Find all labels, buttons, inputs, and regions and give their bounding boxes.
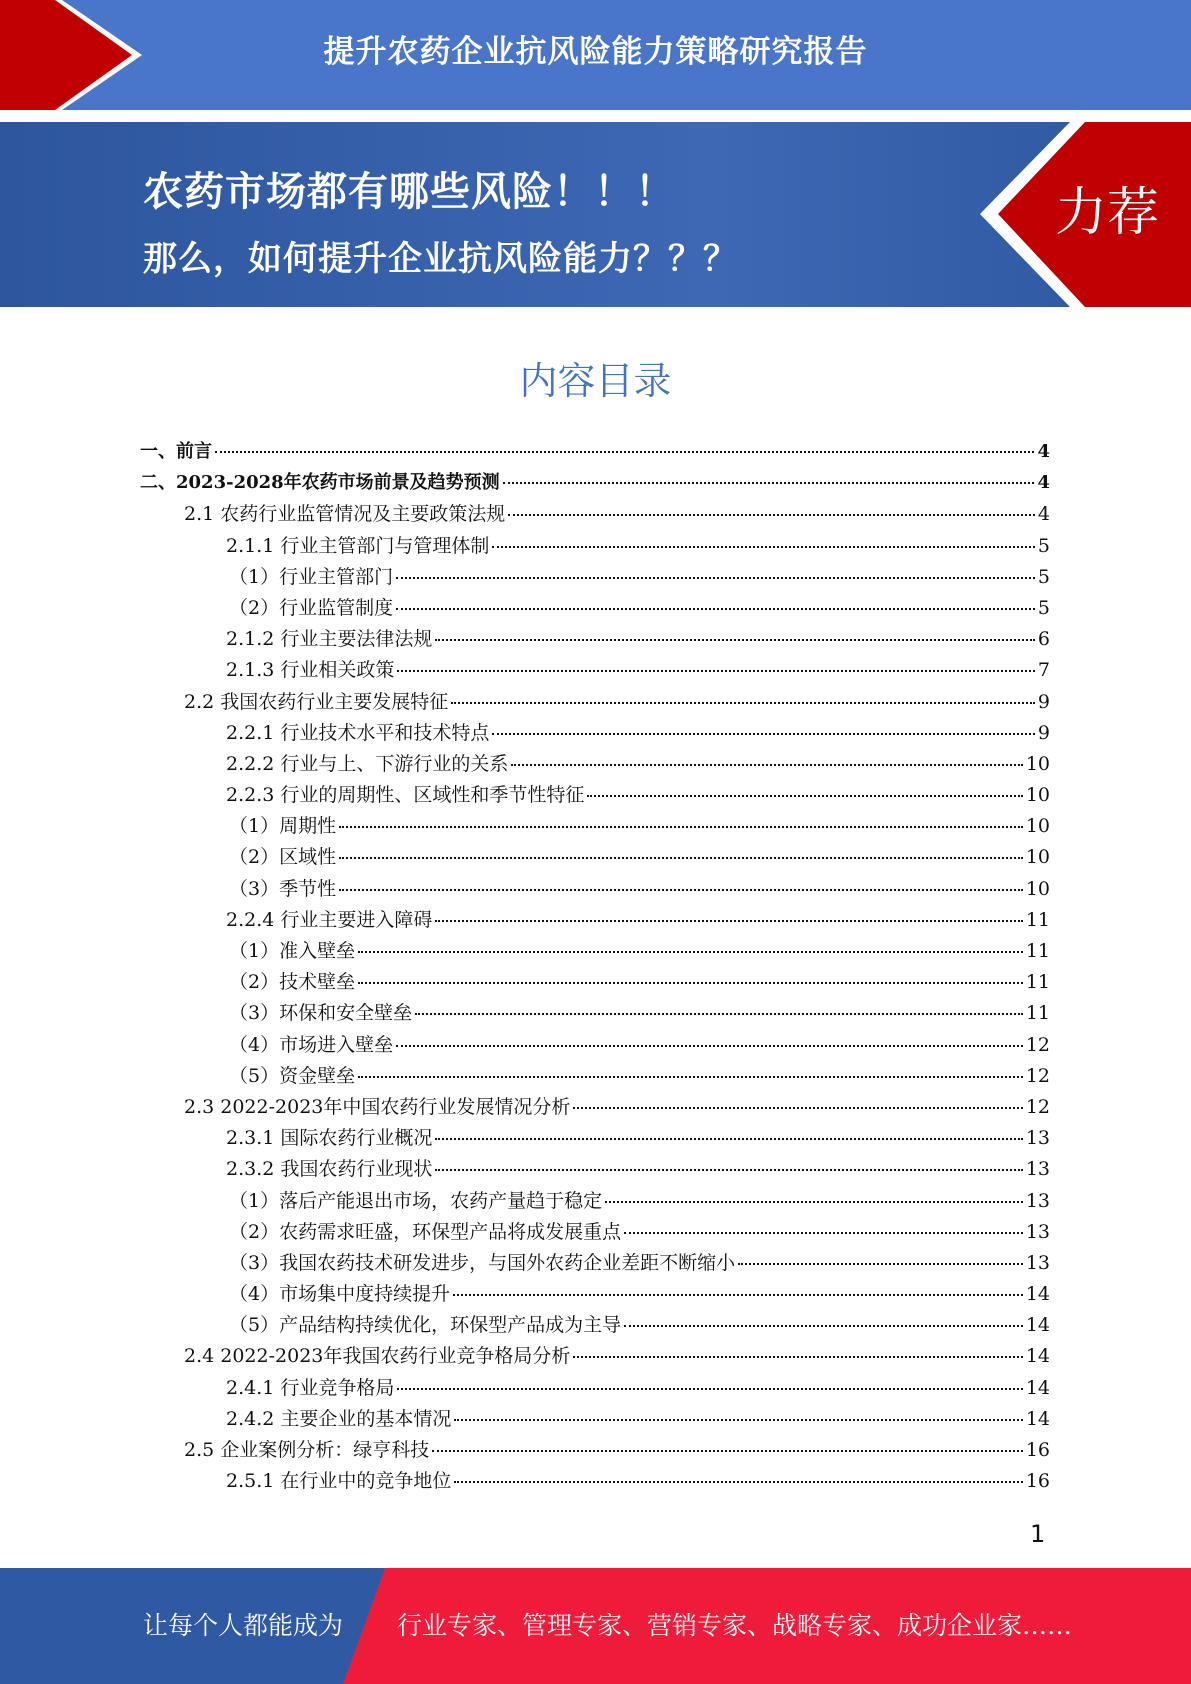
toc-entry-label: 2.2.1 行业技术水平和技术特点 xyxy=(226,721,490,744)
toc-entry-page: 11 xyxy=(1025,940,1050,962)
toc-entry-label: （2）行业监管制度 xyxy=(229,596,394,619)
dot-leader xyxy=(624,1325,1023,1327)
toc-entry[interactable] xyxy=(140,437,1050,468)
dot-leader xyxy=(339,889,1023,891)
dot-leader xyxy=(339,826,1023,828)
dot-leader xyxy=(435,639,1035,641)
toc-entry-label: （5）产品结构持续优化，环保型产品成为主导 xyxy=(229,1314,622,1337)
toc-entry-page: 11 xyxy=(1025,908,1050,931)
toc-entry-label: 2.1.2 行业主要法律法规 xyxy=(226,628,433,651)
toc-entry-label: （2）农药需求旺盛，环保型产品将成发展重点 xyxy=(229,1220,622,1243)
dot-leader xyxy=(492,546,1035,548)
toc-entry-label: （4）市场进入壁垒 xyxy=(229,1033,394,1056)
toc-entry-page: 12 xyxy=(1025,1095,1050,1118)
toc-entry-page: 6 xyxy=(1037,628,1050,651)
toc-entry-page: 11 xyxy=(1025,1002,1050,1025)
toc-entry[interactable] xyxy=(140,655,1050,686)
toc-entry[interactable] xyxy=(140,1123,1050,1154)
toc-entry-label: 2.3 2022-2023年中国农药行业发展情况分析 xyxy=(184,1095,571,1118)
toc-entry-label: 2.3.2 我国农药行业现状 xyxy=(226,1158,433,1181)
toc-entry[interactable] xyxy=(140,1154,1050,1185)
dot-leader xyxy=(396,577,1035,579)
toc-entry[interactable] xyxy=(140,1373,1050,1404)
toc-entry-page: 14 xyxy=(1025,1283,1050,1306)
toc-entry[interactable] xyxy=(140,749,1050,780)
toc-entry-page: 10 xyxy=(1025,815,1050,838)
toc-entry-label: 2.4 2022-2023年我国农药行业竞争格局分析 xyxy=(184,1345,571,1368)
toc-entry[interactable] xyxy=(140,1341,1050,1372)
dot-leader xyxy=(215,451,1034,453)
toc-entry-label: 2.2.3 行业的周期性、区域性和季节性特征 xyxy=(226,784,585,807)
toc-entry[interactable] xyxy=(140,936,1050,967)
toc-entry[interactable] xyxy=(140,1435,1050,1466)
toc-entry-page: 5 xyxy=(1037,565,1050,588)
dot-leader xyxy=(451,702,1035,704)
dot-leader xyxy=(358,1076,1023,1078)
dot-leader xyxy=(435,1138,1022,1140)
toc-entry-label: （1）周期性 xyxy=(229,815,337,838)
toc-entry[interactable] xyxy=(140,593,1050,624)
dot-leader xyxy=(454,1419,1022,1421)
toc-entry-label: （3）季节性 xyxy=(229,877,337,900)
toc-entry[interactable] xyxy=(140,1061,1050,1092)
toc-entry-page: 10 xyxy=(1025,846,1050,869)
footer-banner xyxy=(0,1568,1191,1684)
toc-entry-label: 一、前言 xyxy=(140,441,212,462)
toc-entry-label: （1）行业主管部门 xyxy=(229,565,394,588)
toc-entry-page: 13 xyxy=(1025,1127,1050,1150)
toc-entry-page: 10 xyxy=(1025,752,1050,775)
dot-leader xyxy=(435,1169,1022,1171)
toc-entry-label: 2.2.2 行业与上、下游行业的关系 xyxy=(226,752,509,775)
toc-entry-label: （5）资金壁垒 xyxy=(229,1064,356,1087)
dot-leader xyxy=(624,1232,1023,1234)
toc-entry[interactable] xyxy=(140,1248,1050,1279)
dot-leader xyxy=(573,1107,1022,1109)
toc-entry-page: 16 xyxy=(1025,1439,1050,1461)
dot-leader xyxy=(605,1201,1023,1203)
toc-entry-page: 14 xyxy=(1025,1345,1050,1368)
toc-entry-page: 16 xyxy=(1025,1470,1050,1493)
toc-entry-label: （2）区域性 xyxy=(229,846,337,869)
dot-leader xyxy=(573,1356,1022,1358)
toc-entry-page: 5 xyxy=(1037,534,1050,557)
toc-entry-label: 2.1.1 行业主管部门与管理体制 xyxy=(226,534,490,557)
dot-leader xyxy=(397,670,1035,672)
toc-entry-label: 2.4.1 行业竞争格局 xyxy=(226,1376,395,1399)
toc-entry[interactable] xyxy=(140,718,1050,749)
toc-entry[interactable] xyxy=(140,1186,1050,1217)
toc-entry[interactable] xyxy=(140,905,1050,936)
toc-entry-label: 2.2.4 行业主要进入障碍 xyxy=(226,908,433,931)
table-of-contents xyxy=(140,437,1050,1497)
toc-entry-page: 11 xyxy=(1025,971,1050,994)
toc-entry-label: 2.1.3 行业相关政策 xyxy=(226,659,395,682)
toc-entry-label: （1）准入壁垒 xyxy=(229,940,356,962)
toc-entry-page: 9 xyxy=(1037,690,1050,713)
toc-entry[interactable] xyxy=(140,624,1050,655)
toc-entry[interactable] xyxy=(140,687,1050,718)
toc-entry[interactable] xyxy=(140,468,1050,499)
dot-leader xyxy=(435,920,1022,922)
toc-entry[interactable] xyxy=(140,1217,1050,1248)
toc-entry[interactable] xyxy=(140,1310,1050,1341)
toc-entry[interactable] xyxy=(140,811,1050,842)
toc-entry-label: 2.1 农药行业监管情况及主要政策法规 xyxy=(184,503,506,526)
toc-entry-page: 13 xyxy=(1025,1220,1050,1243)
toc-entry-label: （1）落后产能退出市场，农药产量趋于稳定 xyxy=(229,1189,603,1212)
toc-entry-label: （3）我国农药技术研发进步，与国外农药企业差距不断缩小 xyxy=(229,1251,736,1274)
toc-entry-page: 13 xyxy=(1025,1189,1050,1212)
dot-leader xyxy=(738,1263,1023,1265)
footer-slogan-right: 行业专家、管理专家、营销专家、战略专家、成功企业家…… xyxy=(397,1611,1073,1640)
toc-entry[interactable] xyxy=(140,531,1050,562)
dot-leader xyxy=(432,1450,1023,1452)
toc-entry[interactable] xyxy=(140,874,1050,905)
toc-entry[interactable] xyxy=(140,562,1050,593)
toc-entry-label: （3）环保和安全壁垒 xyxy=(229,1002,413,1025)
toc-entry-label: 2.5.1 在行业中的竞争地位 xyxy=(226,1470,452,1493)
toc-entry-page: 13 xyxy=(1025,1158,1050,1181)
toc-entry-label: 2.3.1 国际农药行业概况 xyxy=(226,1127,433,1150)
toc-entry[interactable] xyxy=(140,1279,1050,1310)
toc-entry-page: 5 xyxy=(1037,596,1050,619)
toc-entry-page: 4 xyxy=(1037,472,1050,494)
toc-entry[interactable] xyxy=(140,1466,1050,1497)
dot-leader xyxy=(396,1045,1023,1047)
toc-entry-label: （4）市场集中度持续提升 xyxy=(229,1283,451,1306)
toc-entry[interactable] xyxy=(140,1092,1050,1123)
footer-slogan-left: 让每个人都能成为 xyxy=(143,1611,344,1640)
toc-entry-label: （2）技术壁垒 xyxy=(229,971,356,994)
toc-entry[interactable] xyxy=(140,842,1050,873)
dot-leader xyxy=(508,514,1035,516)
dot-leader xyxy=(511,764,1022,766)
dot-leader xyxy=(358,951,1023,953)
toc-entry-page: 14 xyxy=(1025,1376,1050,1399)
toc-entry[interactable] xyxy=(140,1030,1050,1061)
report-title: 提升农药企业抗风险能力策略研究报告 xyxy=(323,34,868,70)
toc-entry[interactable] xyxy=(140,499,1050,530)
dot-leader xyxy=(587,795,1022,797)
banner-headline-risks: 农药市场都有哪些风险！！！ xyxy=(143,169,676,215)
toc-title: 内容目录 xyxy=(519,359,672,403)
toc-entry-page: 4 xyxy=(1037,441,1050,462)
dot-leader xyxy=(453,1294,1023,1296)
toc-entry-page: 12 xyxy=(1025,1064,1050,1087)
toc-entry[interactable] xyxy=(140,1404,1050,1435)
dot-leader xyxy=(492,733,1035,735)
toc-entry-label: 二、2023-2028年农药市场前景及趋势预测 xyxy=(140,472,500,494)
dot-leader xyxy=(397,1388,1022,1390)
toc-entry-page: 10 xyxy=(1025,784,1050,807)
toc-entry-page: 4 xyxy=(1037,503,1050,526)
toc-entry-page: 13 xyxy=(1025,1251,1050,1274)
toc-entry-label: 2.4.2 主要企业的基本情况 xyxy=(226,1407,452,1430)
toc-entry-page: 10 xyxy=(1025,877,1050,900)
toc-entry[interactable] xyxy=(140,998,1050,1029)
toc-entry[interactable] xyxy=(140,780,1050,811)
toc-entry-page: 14 xyxy=(1025,1314,1050,1337)
toc-entry-label: 2.5 企业案例分析：绿亨科技 xyxy=(184,1439,430,1461)
toc-entry-page: 14 xyxy=(1025,1407,1050,1430)
dot-leader xyxy=(415,1013,1023,1015)
dot-leader xyxy=(358,982,1023,984)
header-bar xyxy=(0,0,1191,110)
toc-entry-page: 12 xyxy=(1025,1033,1050,1056)
recommend-badge: 力荐 xyxy=(1055,183,1160,243)
page-number: 1 xyxy=(1030,1520,1046,1548)
dot-leader xyxy=(396,608,1035,610)
dot-leader xyxy=(503,482,1035,484)
toc-entry[interactable] xyxy=(140,967,1050,998)
toc-entry-page: 9 xyxy=(1037,721,1050,744)
toc-entry-page: 7 xyxy=(1037,659,1050,682)
toc-entry-label: 2.2 我国农药行业主要发展特征 xyxy=(184,690,449,713)
dot-leader xyxy=(339,857,1023,859)
promo-banner xyxy=(0,122,1191,307)
banner-headline-question: 那么，如何提升企业抗风险能力？？？ xyxy=(143,239,738,279)
dot-leader xyxy=(454,1481,1022,1483)
